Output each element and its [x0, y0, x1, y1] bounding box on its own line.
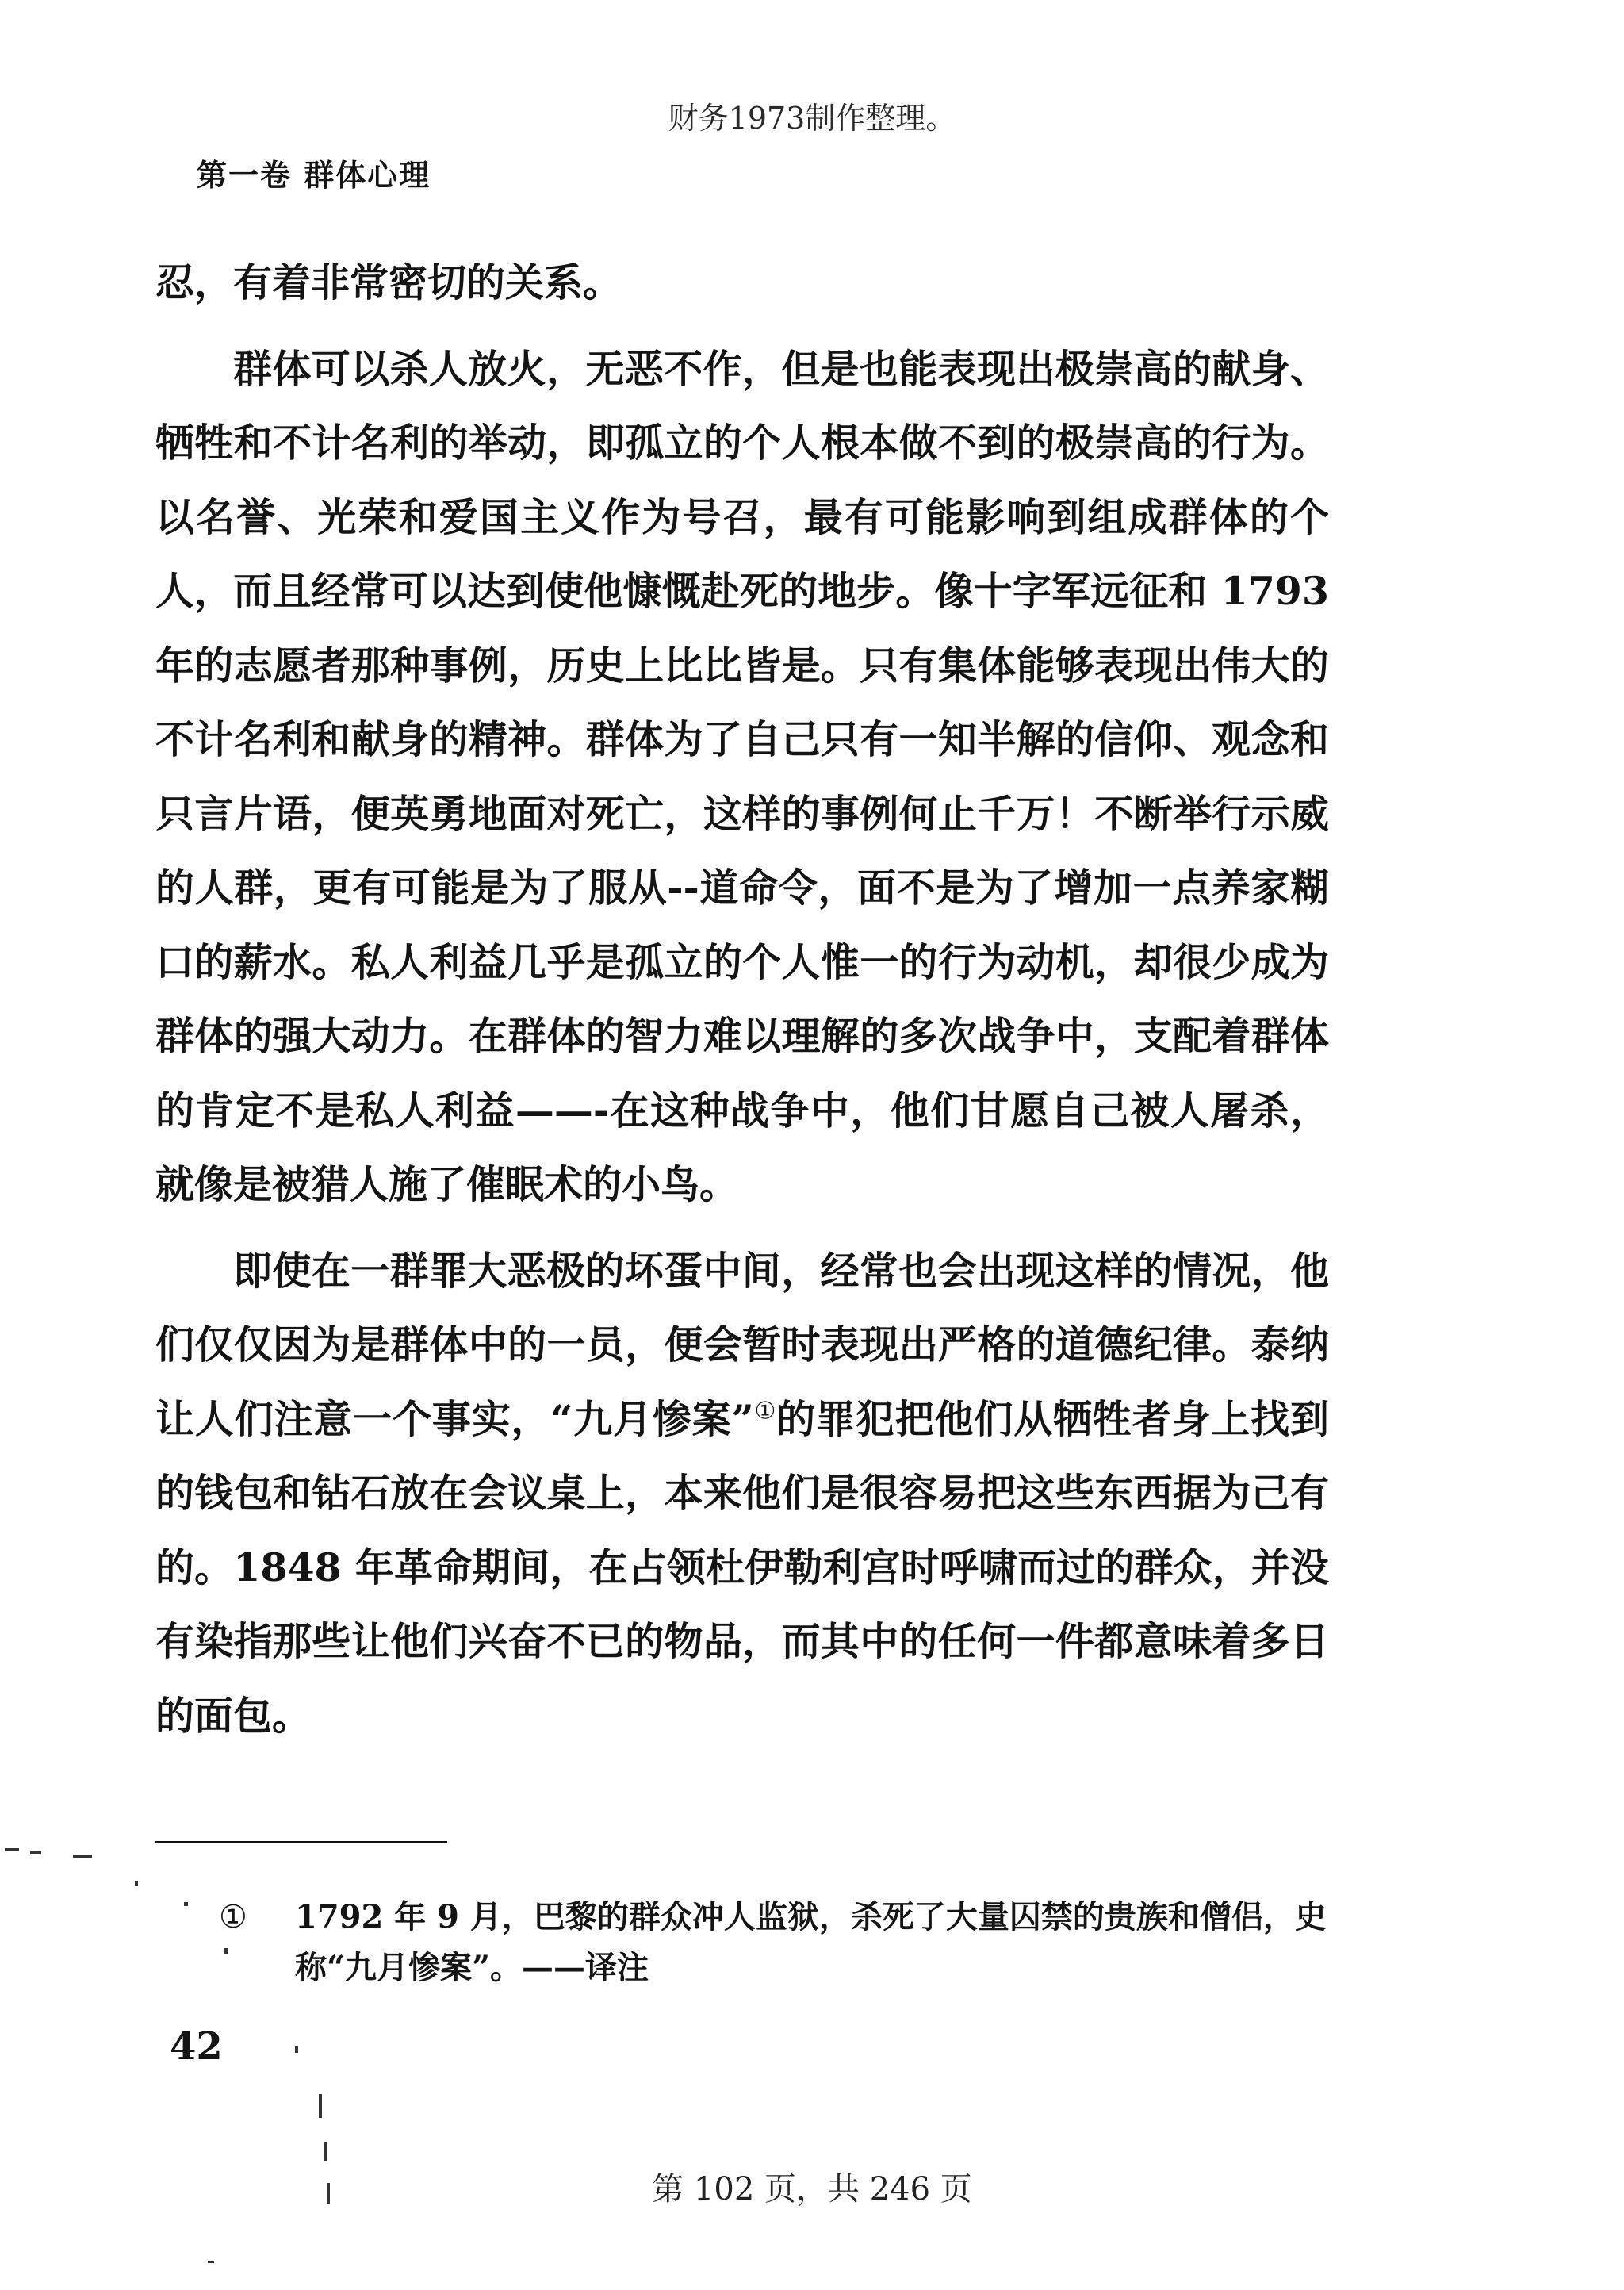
paragraph-part: 即使在一群罪大恶极的坏蛋中间，经常也会出现这样的情况，他们仅仅因为是群体中的一员，便会暂时表现出严格的道德纪律。泰纳让人们注意一个事实，“九月惨案”: [155, 1247, 1329, 1442]
scan-speck: [30, 1851, 41, 1854]
scan-speck: [324, 2142, 327, 2161]
page-footer: 第 102 页，共 246 页: [652, 2171, 972, 2208]
running-head: 第一卷 群体心理: [197, 157, 431, 193]
footnote-text: 1792 年 9 月，巴黎的群众冲人监狱，杀死了大量囚禁的贵族和僧侣，史称“九月惨案”。——译注: [295, 1898, 1327, 1986]
scan-speck: [224, 1948, 228, 1954]
scan-speck: [73, 1855, 92, 1858]
scan-speck: [327, 2183, 330, 2204]
scan-speck: [295, 2046, 298, 2053]
scan-speck: [184, 1902, 188, 1906]
page-number: 42: [170, 2024, 223, 2069]
body-text: [155, 246, 1329, 1753]
scan-speck: [319, 2094, 322, 2118]
footnote-divider: [155, 1841, 447, 1843]
paragraph: [155, 1234, 1329, 1754]
footnote-mark: ①: [219, 1899, 247, 1935]
paragraph: 群体可以杀人放火，无恶不作，但是也能表现出极崇高的献身、牺牲和不计名利的举动，即孤立的个人根本做不到的极崇高的行为。以名誉、光荣和爱国主义作为号召，最有可能影响到组成群体的个人，而且经常可以达到使他慷慨赴死的地步。像十字军远征和 1793 年的志愿者那种事例，历史上比比皆是。只有集体能够表现出伟大的不计名利和献身的精神。群体为了自己只有一知半解的信仰、观念和只言片语，便英勇地面对死亡，这样的事例何止千万！不断举行示威的人群，更有可能是为了服从--道命令，面不是为了增加一点养家糊口的薪水。私人利益几乎是孤立的个人惟一的行为动机，却很少成为群体的强大动力。在群体的智力难以理解的多次战争中，支配着群体的肯定不是私人利益——-在这种战争中，他们甘愿自己被人屠杀，就像是被猎人施了催眠术的小鸟。: [155, 345, 1329, 1207]
scan-speck: [5, 1848, 19, 1851]
scan-speck: [135, 1881, 138, 1886]
scan-speck: [208, 2261, 214, 2263]
paragraph-continuation: 忍，有着非常密切的关系。: [155, 259, 622, 305]
footnote: [219, 1892, 1329, 1993]
footnote-reference[interactable]: ①: [753, 1397, 777, 1425]
paragraph-part: 的罪犯把他们从牺牲者身上找到的钱包和钻石放在会议桌上，本来他们是很容易把这些东西据为己有的。1848 年革命期间，在占领杜伊勒利宫时呼啸而过的群众，并没有染指那些让他们兴奋不已的物品，而其中的任何一件都意味着多日的面包。: [155, 1395, 1329, 1739]
watermark: 财务1973制作整理。: [668, 101, 956, 136]
